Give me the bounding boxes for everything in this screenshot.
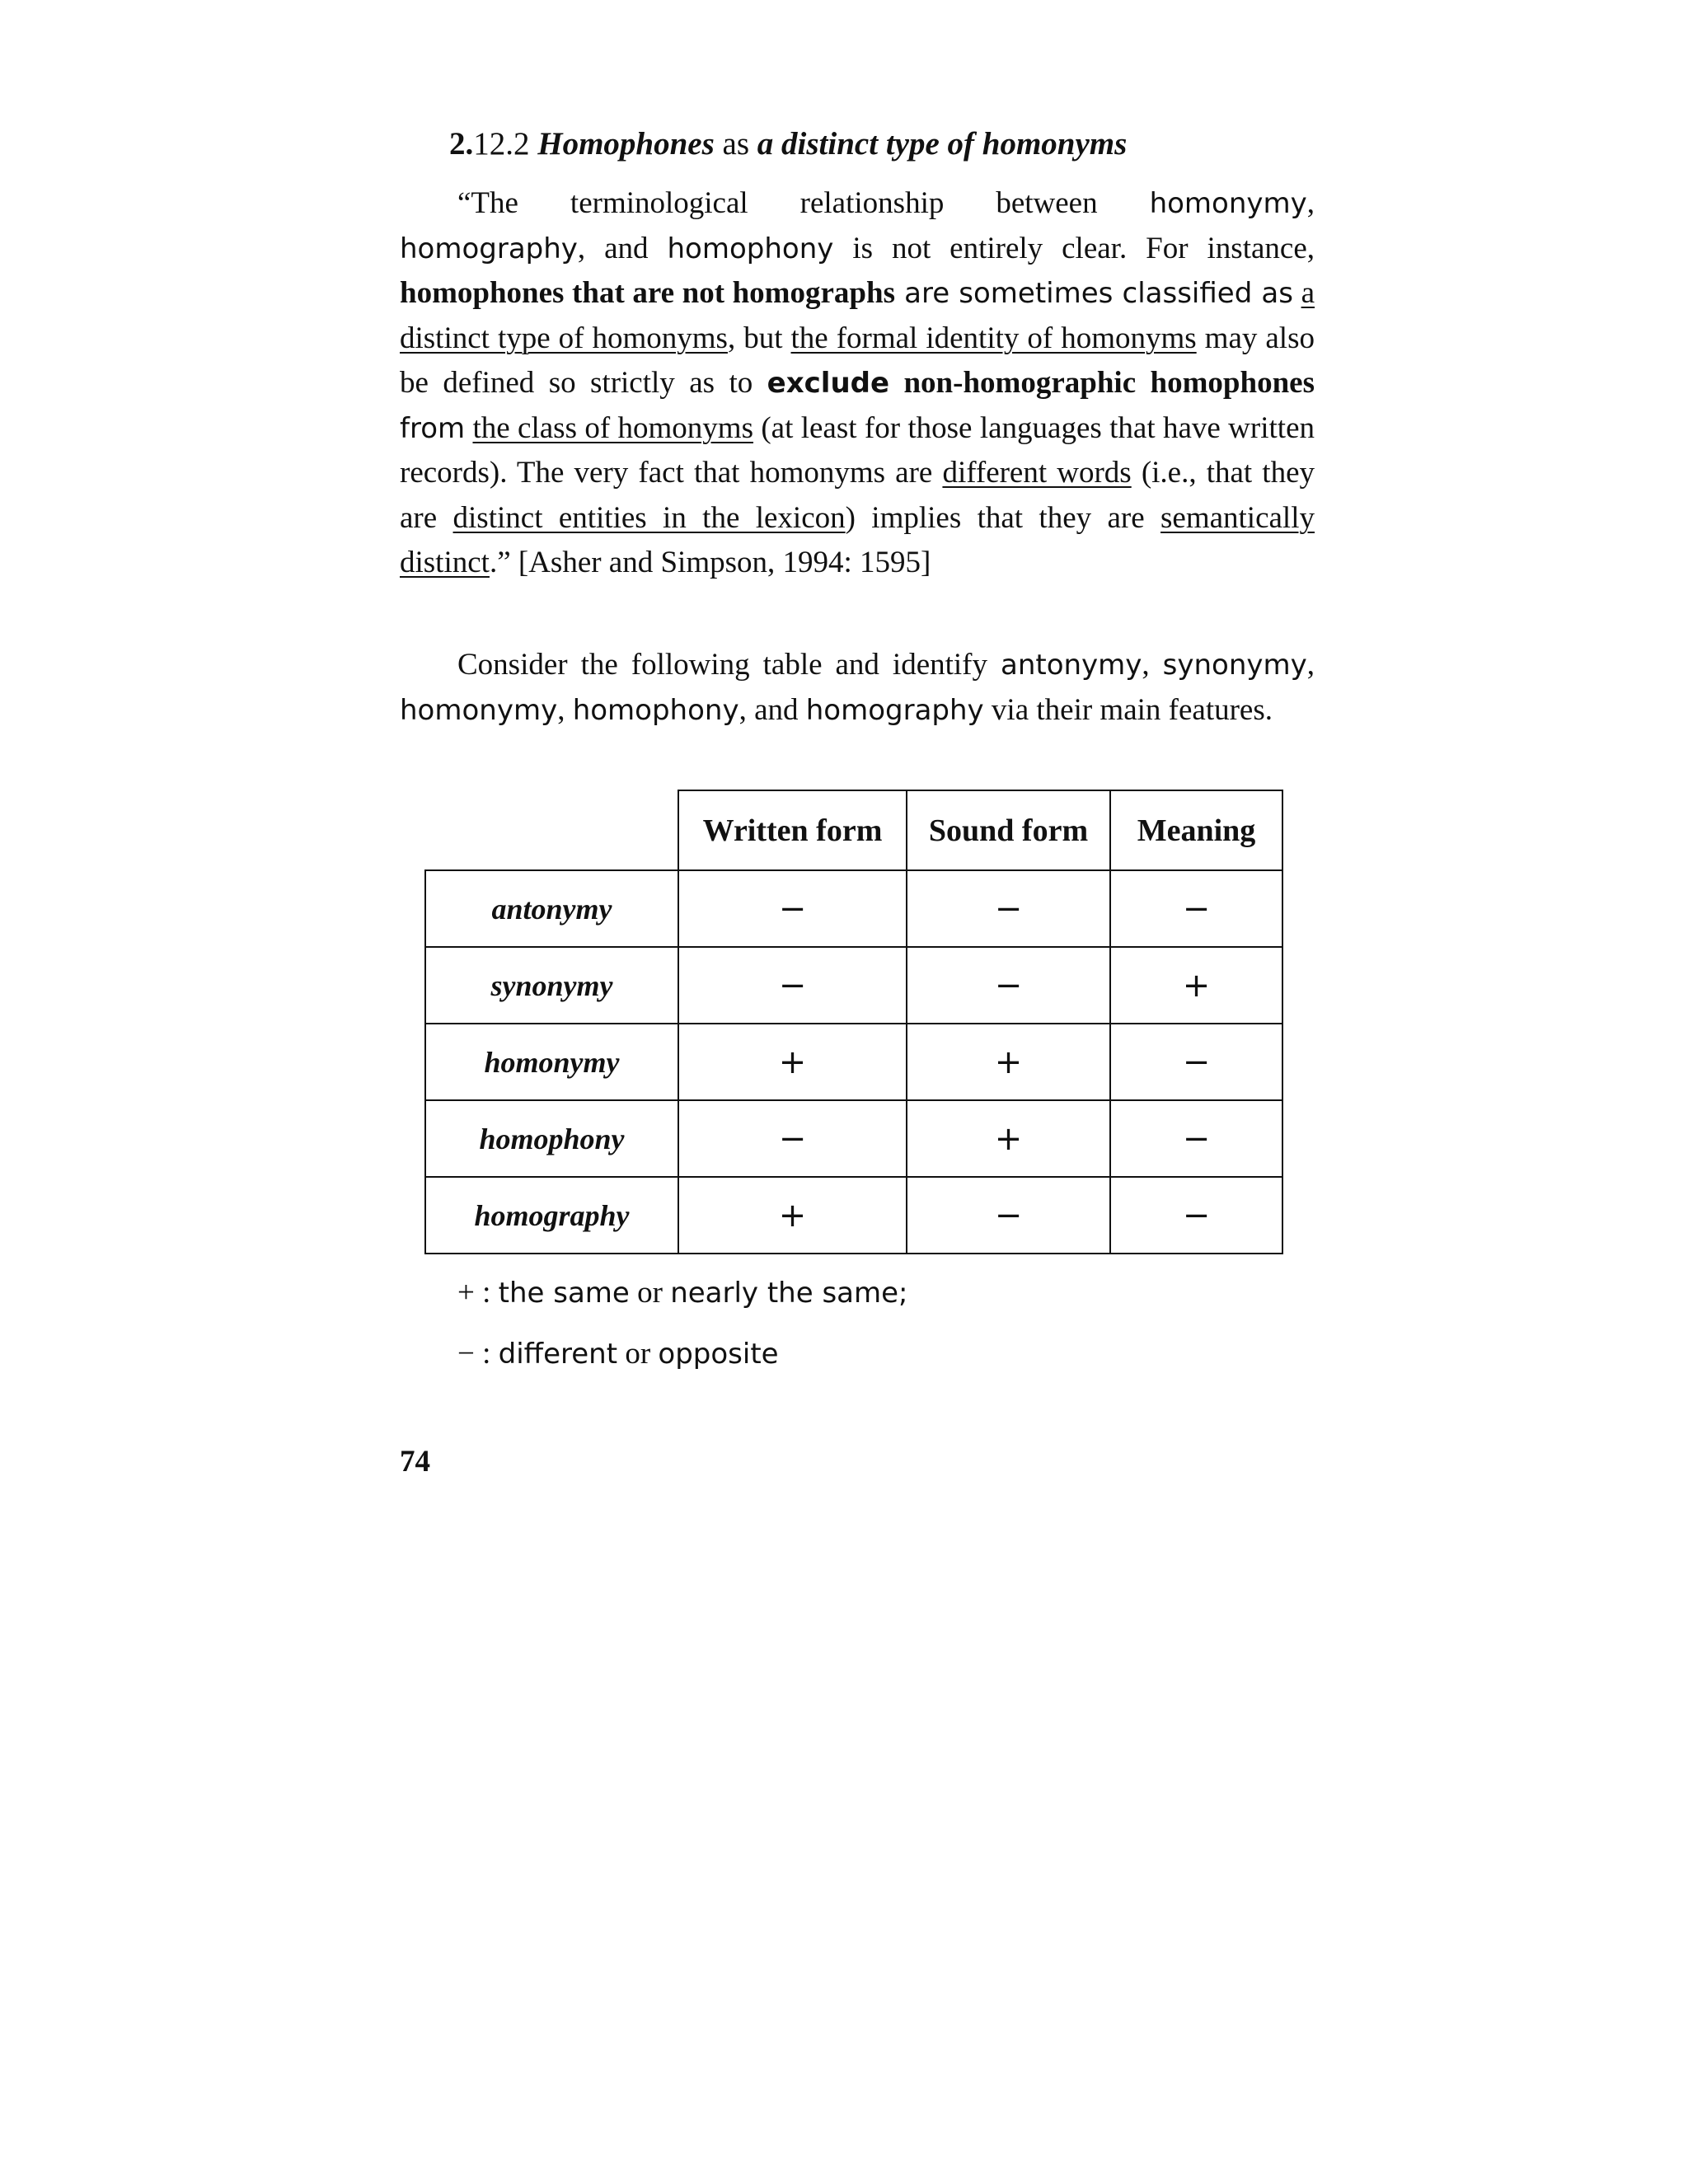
p1-class-of-homonyms-underline: the class of homonyms bbox=[472, 410, 753, 445]
row-label-synonymy: synonymy bbox=[425, 947, 678, 1024]
p1-homography: homography bbox=[400, 232, 578, 265]
p2-homography: homography bbox=[805, 693, 984, 727]
cell-sound: − bbox=[907, 870, 1110, 947]
table-header-row bbox=[425, 790, 1282, 870]
cell-sound: − bbox=[907, 1177, 1110, 1254]
cell-sound: + bbox=[907, 1024, 1110, 1100]
cell-meaning: − bbox=[1110, 1100, 1282, 1177]
heading-rest: a distinct type of homonyms bbox=[757, 126, 1128, 162]
p1-homophony: homophony bbox=[667, 232, 834, 265]
table-row bbox=[425, 1100, 1282, 1177]
p1-s03: , bbox=[1306, 186, 1315, 220]
p1-homonymy: homonymy bbox=[1149, 187, 1307, 220]
row-label-homonymy: homonymy bbox=[425, 1024, 678, 1100]
p2-antonymy: antonymy bbox=[1000, 649, 1142, 682]
p1-s20: (at least for those languages that have written records). The very fact that homonyms are bbox=[400, 410, 1315, 490]
p1-s01: “The terminological relationship between bbox=[457, 186, 1150, 220]
header-written-form: Written form bbox=[678, 790, 907, 870]
heading-number-rest: 12.2 bbox=[473, 126, 538, 162]
table-row bbox=[425, 1177, 1282, 1254]
table-corner-cell bbox=[425, 790, 678, 870]
legend-plus-a: the same bbox=[498, 1277, 630, 1310]
cell-meaning: − bbox=[1110, 870, 1282, 947]
cell-meaning: − bbox=[1110, 1177, 1282, 1254]
header-meaning: Meaning bbox=[1110, 790, 1282, 870]
cell-written: − bbox=[678, 1100, 907, 1177]
p1-sometimes-classified: are sometimes classified as bbox=[895, 277, 1293, 310]
p1-s22: (i.e., that they are bbox=[400, 456, 1315, 535]
features-table bbox=[424, 790, 1283, 1254]
quote-paragraph bbox=[400, 181, 1315, 586]
section-heading bbox=[449, 122, 1323, 166]
legend-plus-symbol: + : bbox=[457, 1276, 499, 1310]
p1-distinct-type-underline: a distinct type of homonyms bbox=[400, 276, 1315, 355]
table-row bbox=[425, 947, 1282, 1024]
p1-s24: ) implies that they are bbox=[845, 500, 1160, 535]
legend-plus-or: or bbox=[629, 1276, 671, 1310]
legend-plus bbox=[457, 1271, 908, 1315]
features-table-wrapper bbox=[424, 790, 1283, 1254]
p2-s01: Consider the following table and identify bbox=[457, 648, 1001, 682]
row-label-antonymy: antonymy bbox=[425, 870, 678, 947]
header-sound-form: Sound form bbox=[907, 790, 1110, 870]
p2-s05: , bbox=[1306, 648, 1315, 682]
row-label-homophony: homophony bbox=[425, 1100, 678, 1177]
cell-sound: + bbox=[907, 1100, 1110, 1177]
cell-meaning: − bbox=[1110, 1024, 1282, 1100]
p1-formal-identity-underline: the formal identity of homonyms bbox=[790, 321, 1197, 355]
heading-connector: as bbox=[714, 126, 757, 162]
p1-homophones-bold: homophones that are not homographs bbox=[400, 276, 895, 310]
legend-minus-a: different bbox=[498, 1338, 618, 1371]
cell-written: + bbox=[678, 1024, 907, 1100]
p1-s12: , but bbox=[727, 321, 791, 355]
p1-different-words-underline: different words bbox=[942, 456, 1132, 490]
legend-minus-b: opposite bbox=[658, 1338, 779, 1371]
cell-written: − bbox=[678, 870, 907, 947]
p1-s05: , and bbox=[577, 231, 668, 265]
p2-s09: , and bbox=[738, 692, 806, 727]
heading-number-bold: 2. bbox=[449, 126, 474, 162]
row-label-homography: homography bbox=[425, 1177, 678, 1254]
p2-s11: via their main features. bbox=[983, 692, 1273, 727]
p1-s14: may also be defined so strictly as to bbox=[400, 321, 1315, 400]
legend-plus-b: nearly the same; bbox=[670, 1277, 908, 1310]
p1-non-homographic: non-homographic homophones bbox=[889, 366, 1315, 400]
p1-distinct-entities-underline: distinct entities in the lexicon bbox=[452, 500, 846, 535]
p1-citation: .” [Asher and Simpson, 1994: 1595] bbox=[489, 546, 931, 579]
cell-sound: − bbox=[907, 947, 1110, 1024]
p2-homophony: homophony bbox=[572, 693, 739, 727]
p2-synonymy: synonymy bbox=[1162, 649, 1307, 682]
page-number: 74 bbox=[400, 1445, 430, 1479]
table-row bbox=[425, 870, 1282, 947]
cell-meaning: + bbox=[1110, 947, 1282, 1024]
legend-minus-or: or bbox=[617, 1337, 659, 1371]
legend-minus bbox=[457, 1332, 779, 1376]
p2-s07: , bbox=[557, 692, 573, 727]
cell-written: + bbox=[678, 1177, 907, 1254]
p1-from: from bbox=[400, 411, 466, 445]
p2-homonymy: homonymy bbox=[400, 693, 558, 727]
p1-s07: is not entirely clear. For instance, bbox=[833, 231, 1315, 265]
instruction-paragraph bbox=[400, 643, 1315, 733]
p2-s03: , bbox=[1142, 648, 1163, 682]
cell-written: − bbox=[678, 947, 907, 1024]
heading-term: Homophones bbox=[537, 126, 715, 162]
p1-s10 bbox=[1293, 276, 1301, 310]
legend-minus-symbol: − : bbox=[457, 1337, 499, 1371]
p1-exclude: exclude bbox=[767, 367, 890, 400]
table-row bbox=[425, 1024, 1282, 1100]
p1-semantically-distinct-underline: semantically distinct bbox=[400, 500, 1315, 579]
